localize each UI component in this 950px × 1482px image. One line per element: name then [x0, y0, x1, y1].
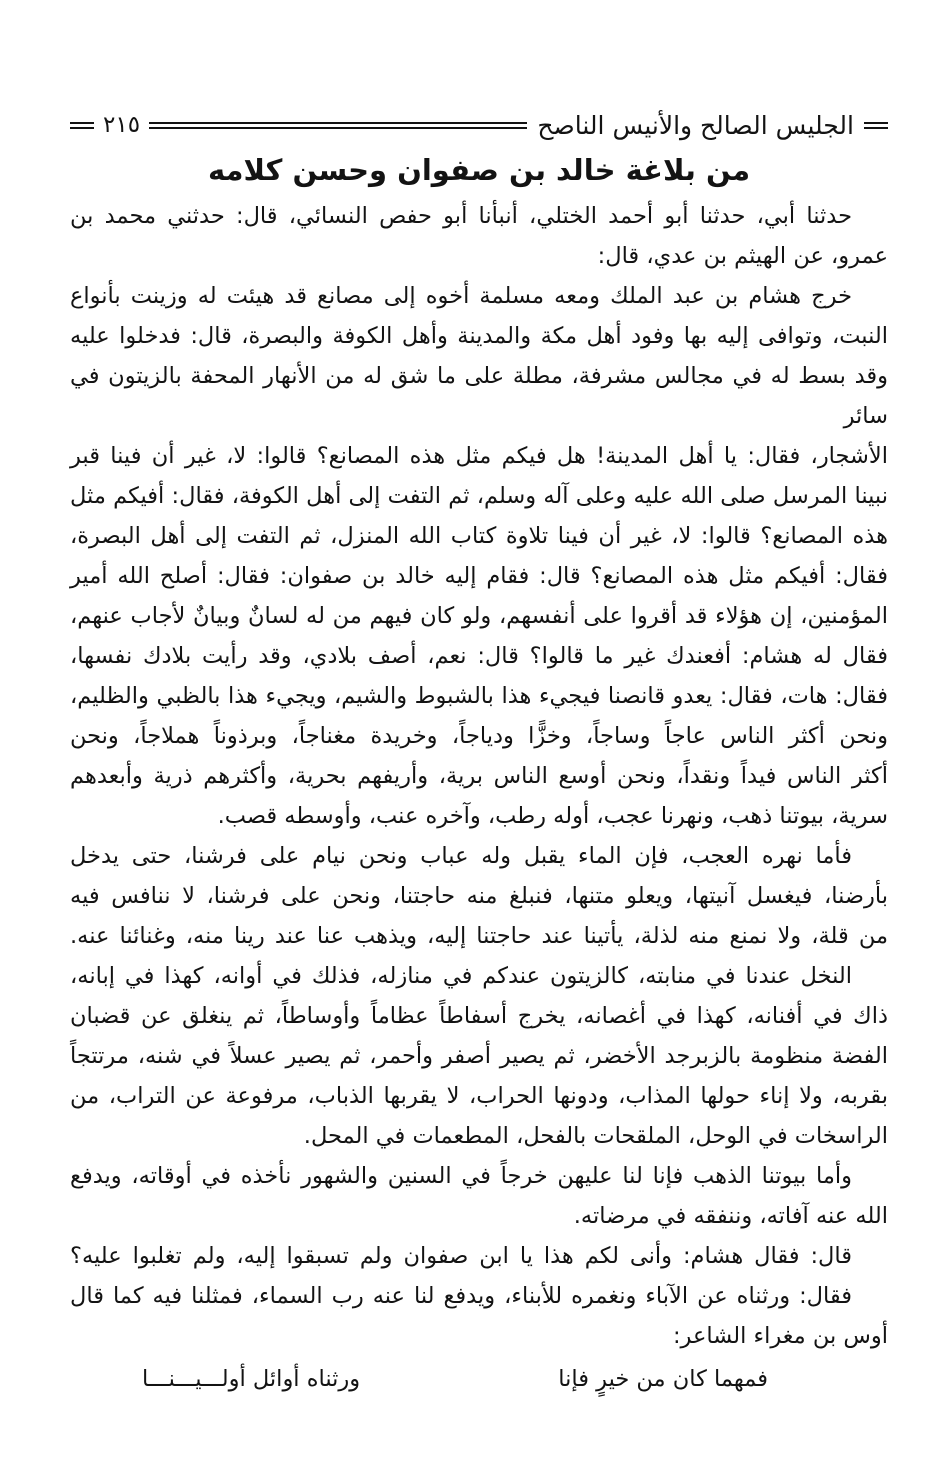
double-rule-center: [149, 122, 527, 129]
text-line: نبينا المرسل صلى الله عليه وعلى آله وسلم، ثم التفت إلى أهل الكوفة، فقال: أفيكم مثل: [70, 483, 888, 509]
text-line: الراسخات في الوحل، الملقحات بالفحل، المطعمات في المحل.: [303, 1123, 888, 1149]
text-line: حدثنا أبي، حدثنا أبو أحمد الختلي، أنبأنا أبو حفص النسائي، قال: حدثني محمد بن: [70, 203, 852, 229]
paragraph: [70, 1156, 888, 1236]
text-line: أوس بن مغراء الشاعر:: [672, 1323, 888, 1349]
paragraph: [70, 196, 888, 276]
text-line: النبت، وتوافى إليه بها وفود أهل مكة والمدينة وأهل الكوفة والبصرة، قال: فدخلوا عليه: [70, 323, 888, 349]
text-line: الله عنه آفاته، وننفقه في مرضاته.: [573, 1203, 888, 1229]
book-title: الجليس الصالح والأنيس الناصح: [537, 110, 854, 140]
double-rule-right: [864, 122, 888, 129]
text-line: وأما بيوتنا الذهب فإنا لنا عليهن خرجاً في السنين والشهور نأخذه في أوقاته، ويدفع: [70, 1163, 852, 1189]
text-line: سرية، بيوتنا ذهب، ونهرنا عجب، أوله رطب، وآخره عنب، وأوسطه قصب.: [217, 803, 888, 829]
text-line: وقد بسط له في مجالس مشرفة، مطلة على ما شق له من الأنهار المحفة بالزيتون في سائر: [70, 363, 888, 429]
text-line: فقال: أفيكم مثل هذه المصانع؟ قال: فقام إليه خالد بن صفوان: فقال: أصلح الله أمير: [70, 563, 888, 589]
text-line: فقال: ورثناه عن الآباء ونغمره للأبناء، ويدفع لنا عنه رب السماء، فمثلنا فيه كما قال: [70, 1283, 852, 1309]
verse-couplet: [70, 1359, 888, 1399]
text-line: فقال: هات، فقال: يعدو قانصنا فيجيء هذا بالشبوط والشيم، ويجيء هذا بالظبي والظليم،: [70, 683, 888, 709]
text-line: ونحن أكثر الناس عاجاً وساجاً، وخزًّا ودياجاً، وخريدة مغناجاً، وبرذوناً هملاجاً، ونحن: [70, 723, 888, 749]
text-line: المؤمنين، إن هؤلاء قد أقروا على أنفسهم، ولو كان فيهم من له لسانٌ وبيانٌ لأجاب عنهم،: [70, 603, 888, 629]
text-line: عمرو، عن الهيثم بن عدي، قال:: [597, 243, 888, 269]
paragraph: [70, 836, 888, 956]
text-line: الفضة منظومة بالزبرجد الأخضر، ثم يصير أصفر وأحمر، ثم يصير عسلاً في شنه، مرتتجاً: [70, 1043, 888, 1069]
text-line: بأرضنا، فيغسل آنيتها، ويعلو متنها، فنبلغ منه حاجتنا، ونحن على فرشنا، لا ننافس فيه: [70, 883, 888, 909]
text-line: فقال له هشام: أفعندك غير ما قالوا؟ قال: نعم، أصف بلادي، وقد رأيت بلادك نفسها،: [70, 643, 888, 669]
text-line: النخل عندنا في منابته، كالزيتون عندكم في منازله، فذلك في أوانه، كهذا في إبانه،: [70, 963, 852, 989]
chapter-title: من بلاغة خالد بن صفوان وحسن كلامه: [207, 153, 751, 187]
text-line: الأشجار، فقال: يا أهل المدينة! هل فيكم مثل هذه المصانع؟ قالوا: لا، غير أن فينا قبر: [70, 443, 888, 469]
text-line: أكثر الناس فيداً ونقداً، ونحن أوسع الناس برية، وأريفهم بحرية، وأكثرهم ذرية وأبعدهم: [70, 763, 888, 789]
page-number: ٢١٥: [103, 112, 141, 138]
verse-hemistich-left: ورثناه أوائل أولـــيـــنـــا: [142, 1366, 361, 1392]
verse-hemistich-right: فمهما كان من خيرٍ فإنا: [558, 1366, 768, 1392]
text-line: فأما نهره العجب، فإن الماء يقبل وله عباب ونحن نيام على فرشنا، حتى يدخل: [70, 843, 852, 869]
paragraph: [70, 956, 888, 1156]
text-body: [70, 196, 888, 1356]
double-rule-left: [70, 122, 94, 129]
paragraph: [70, 1276, 888, 1356]
text-line: ذاك في أفنانه، كهذا في أغصانه، يخرج أسفاطاً عظاماً وأوساطاً، ثم ينغلق عن قضبان: [70, 1003, 888, 1029]
text-line: خرج هشام بن عبد الملك ومعه مسلمة أخوه إلى مصانع قد هيئت له وزينت بأنواع: [70, 283, 852, 309]
text-line: قال: فقال هشام: وأنى لكم هذا يا ابن صفوان ولم تسبقوا إليه، ولم تغلبوا عليه؟: [70, 1243, 852, 1269]
text-line: بقربه، ولا إناء حولها المذاب، ودونها الحراب، لا يقربها الذباب، مرفوعة عن التراب، من: [70, 1083, 888, 1109]
page-header: [70, 108, 888, 142]
paragraph: [70, 276, 888, 836]
paragraph: [70, 1236, 888, 1276]
text-line: هذه المصانع؟ قالوا: لا، غير أن فينا تلاوة كتاب الله المنزل، ثم التفت إلى أهل البصرة،: [70, 523, 888, 549]
text-line: من قلة، ولا نمنع منه لذلة، يأتينا عند حاجتنا إليه، ويذهب عنا عند رينا منه، وغنائنا عنه.: [70, 923, 888, 949]
